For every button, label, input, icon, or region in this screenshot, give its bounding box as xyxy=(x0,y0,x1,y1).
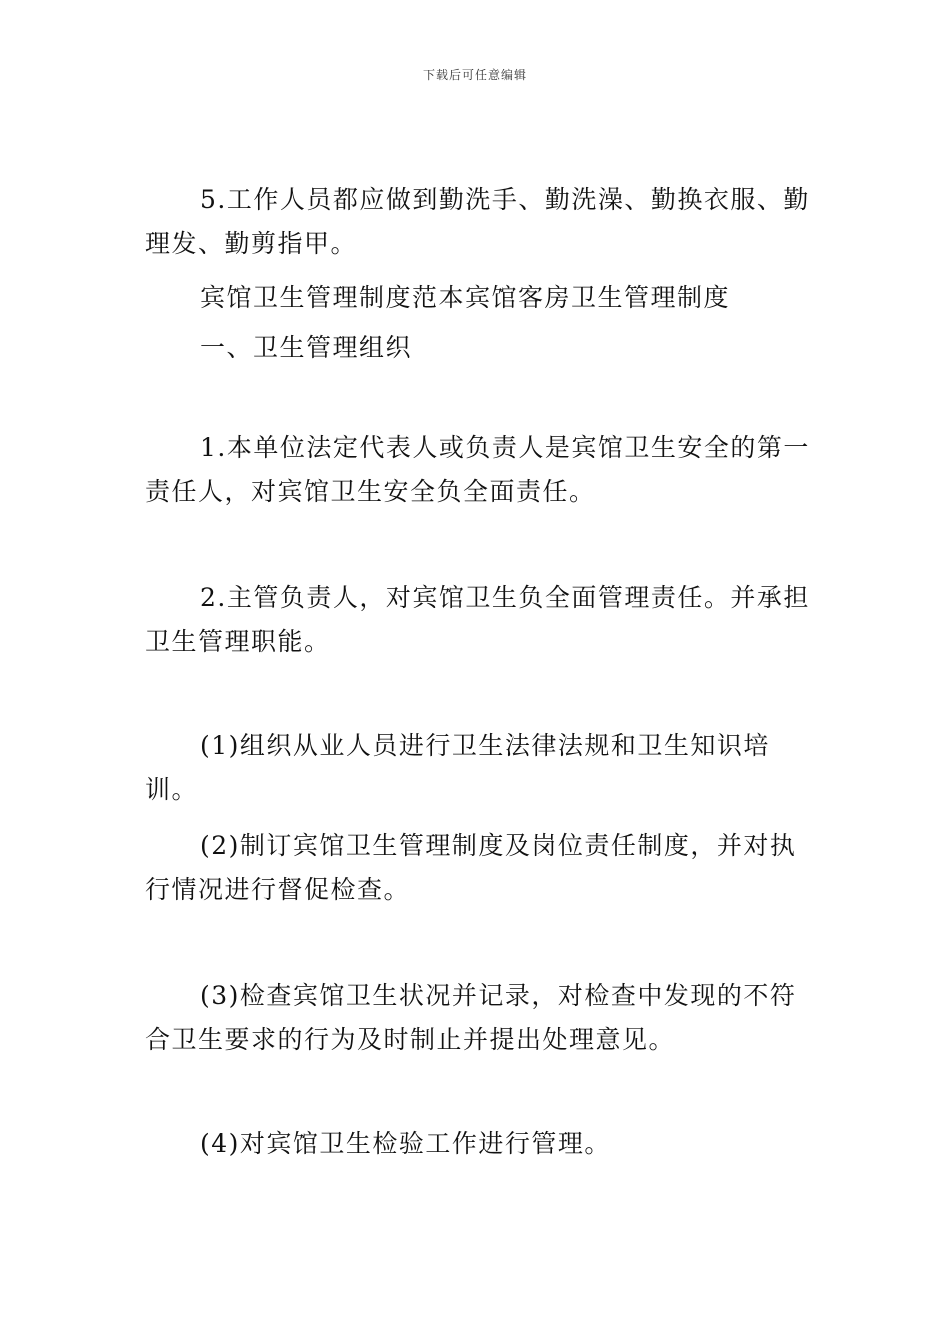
page-header-note: 下载后可任意编辑 xyxy=(422,68,527,82)
section-title: 宾馆卫生管理制度范本宾馆客房卫生管理制度 xyxy=(200,283,731,312)
paragraph-subitem-4: (4)对宾馆卫生检验工作进行管理。 xyxy=(200,1129,611,1158)
heading-hygiene-organization: 一、卫生管理组织 xyxy=(200,333,413,362)
paragraph-subitem-1: (1)组织从业人员进行卫生法律法规和卫生知识培训。 xyxy=(145,731,770,804)
paragraph-subitem-2: (2)制订宾馆卫生管理制度及岗位责任制度，并对执行情况进行督促检查。 xyxy=(145,831,797,904)
paragraph-item-2: 2.主管负责人，对宾馆卫生负全面管理责任。并承担卫生管理职能。 xyxy=(145,583,810,656)
paragraph-item-5: 5.工作人员都应做到勤洗手、勤洗澡、勤换衣服、勤理发、勤剪指甲。 xyxy=(145,185,810,258)
paragraph-item-1: 1.本单位法定代表人或负责人是宾馆卫生安全的第一责任人，对宾馆卫生安全负全面责任。 xyxy=(145,433,810,506)
paragraph-subitem-3: (3)检查宾馆卫生状况并记录，对检查中发现的不符合卫生要求的行为及时制止并提出处理意见。 xyxy=(145,981,797,1054)
